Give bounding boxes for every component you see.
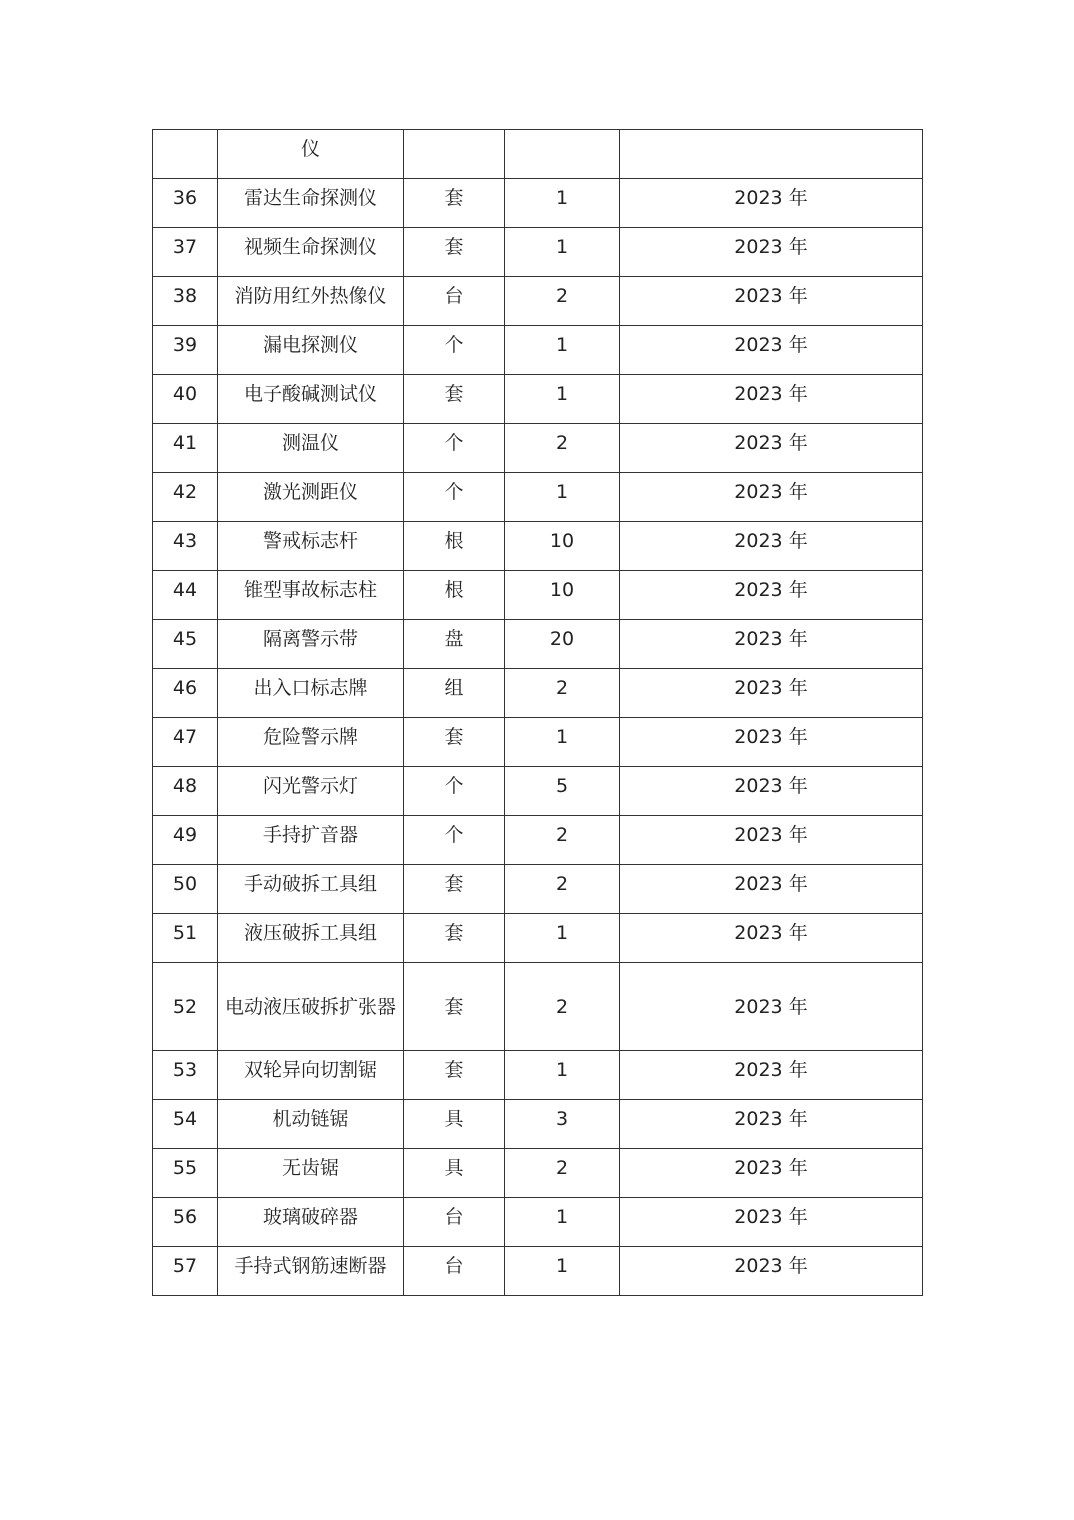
cell-unit: 套 (404, 718, 505, 767)
cell-year: 2023 年 (620, 326, 923, 375)
cell-name: 电子酸碱测试仪 (218, 375, 404, 424)
cell-name: 液压破拆工具组 (218, 914, 404, 963)
cell-name: 视频生命探测仪 (218, 228, 404, 277)
cell-unit: 套 (404, 963, 505, 1051)
cell-qty (505, 130, 620, 179)
cell-year: 2023 年 (620, 1100, 923, 1149)
cell-unit: 盘 (404, 620, 505, 669)
cell-no: 45 (153, 620, 218, 669)
cell-name: 隔离警示带 (218, 620, 404, 669)
cell-qty: 1 (505, 179, 620, 228)
cell-unit: 台 (404, 1247, 505, 1296)
cell-name: 锥型事故标志柱 (218, 571, 404, 620)
cell-unit: 台 (404, 277, 505, 326)
cell-unit: 具 (404, 1149, 505, 1198)
cell-no: 38 (153, 277, 218, 326)
cell-no: 39 (153, 326, 218, 375)
cell-name: 警戒标志杆 (218, 522, 404, 571)
cell-year: 2023 年 (620, 914, 923, 963)
cell-unit: 具 (404, 1100, 505, 1149)
cell-year: 2023 年 (620, 1149, 923, 1198)
cell-qty: 1 (505, 914, 620, 963)
cell-qty: 2 (505, 963, 620, 1051)
cell-unit: 台 (404, 1198, 505, 1247)
table-row (153, 1051, 923, 1100)
cell-name: 出入口标志牌 (218, 669, 404, 718)
cell-qty: 2 (505, 424, 620, 473)
cell-no: 37 (153, 228, 218, 277)
table-row-continuation (153, 130, 923, 179)
cell-no (153, 130, 218, 179)
cell-year: 2023 年 (620, 1247, 923, 1296)
table-row (153, 326, 923, 375)
cell-year: 2023 年 (620, 473, 923, 522)
cell-qty: 10 (505, 571, 620, 620)
cell-year: 2023 年 (620, 816, 923, 865)
table-row (153, 816, 923, 865)
cell-no: 49 (153, 816, 218, 865)
cell-qty: 1 (505, 228, 620, 277)
cell-unit: 个 (404, 767, 505, 816)
cell-unit: 个 (404, 326, 505, 375)
cell-name: 漏电探测仪 (218, 326, 404, 375)
table-row (153, 473, 923, 522)
cell-no: 55 (153, 1149, 218, 1198)
cell-year: 2023 年 (620, 718, 923, 767)
document-page (152, 129, 922, 1296)
cell-no: 42 (153, 473, 218, 522)
table-row (153, 620, 923, 669)
cell-no: 56 (153, 1198, 218, 1247)
cell-name: 消防用红外热像仪 (218, 277, 404, 326)
cell-year (620, 130, 923, 179)
cell-no: 47 (153, 718, 218, 767)
cell-no: 46 (153, 669, 218, 718)
table-row (153, 1198, 923, 1247)
cell-no: 48 (153, 767, 218, 816)
cell-qty: 2 (505, 277, 620, 326)
cell-year: 2023 年 (620, 179, 923, 228)
cell-name: 手持式钢筋速断器 (218, 1247, 404, 1296)
cell-name: 无齿锯 (218, 1149, 404, 1198)
cell-qty: 20 (505, 620, 620, 669)
table-row (153, 179, 923, 228)
cell-name: 机动链锯 (218, 1100, 404, 1149)
cell-no: 53 (153, 1051, 218, 1100)
table-row (153, 522, 923, 571)
cell-no: 50 (153, 865, 218, 914)
cell-no: 41 (153, 424, 218, 473)
cell-unit: 个 (404, 424, 505, 473)
cell-name: 玻璃破碎器 (218, 1198, 404, 1247)
cell-name: 电动液压破拆扩张器 (218, 963, 404, 1051)
cell-year: 2023 年 (620, 375, 923, 424)
cell-year: 2023 年 (620, 963, 923, 1051)
cell-unit: 套 (404, 375, 505, 424)
cell-unit: 套 (404, 179, 505, 228)
cell-qty: 2 (505, 816, 620, 865)
cell-year: 2023 年 (620, 571, 923, 620)
table-row (153, 424, 923, 473)
cell-qty: 1 (505, 718, 620, 767)
cell-qty: 2 (505, 1149, 620, 1198)
equipment-table-body (153, 130, 923, 1296)
cell-year: 2023 年 (620, 277, 923, 326)
table-row (153, 718, 923, 767)
cell-name: 激光测距仪 (218, 473, 404, 522)
table-row (153, 669, 923, 718)
cell-qty: 3 (505, 1100, 620, 1149)
cell-unit: 套 (404, 914, 505, 963)
cell-year: 2023 年 (620, 865, 923, 914)
table-row (153, 914, 923, 963)
cell-qty: 2 (505, 865, 620, 914)
cell-no: 51 (153, 914, 218, 963)
cell-year: 2023 年 (620, 1051, 923, 1100)
cell-qty: 1 (505, 1051, 620, 1100)
table-row (153, 767, 923, 816)
cell-qty: 2 (505, 669, 620, 718)
cell-name: 危险警示牌 (218, 718, 404, 767)
table-row (153, 277, 923, 326)
cell-name: 仪 (218, 130, 404, 179)
cell-qty: 1 (505, 473, 620, 522)
cell-no: 43 (153, 522, 218, 571)
table-row (153, 228, 923, 277)
cell-year: 2023 年 (620, 522, 923, 571)
table-row (153, 1149, 923, 1198)
cell-unit: 组 (404, 669, 505, 718)
cell-qty: 10 (505, 522, 620, 571)
cell-no: 36 (153, 179, 218, 228)
cell-no: 54 (153, 1100, 218, 1149)
cell-unit: 根 (404, 522, 505, 571)
cell-no: 57 (153, 1247, 218, 1296)
cell-unit: 根 (404, 571, 505, 620)
cell-no: 40 (153, 375, 218, 424)
table-row (153, 571, 923, 620)
equipment-table (152, 129, 923, 1296)
cell-qty: 1 (505, 375, 620, 424)
cell-name: 手持扩音器 (218, 816, 404, 865)
cell-name: 双轮异向切割锯 (218, 1051, 404, 1100)
cell-name: 闪光警示灯 (218, 767, 404, 816)
table-row (153, 1247, 923, 1296)
table-row (153, 375, 923, 424)
table-row (153, 1100, 923, 1149)
cell-unit: 个 (404, 816, 505, 865)
cell-year: 2023 年 (620, 424, 923, 473)
cell-no: 52 (153, 963, 218, 1051)
table-row (153, 963, 923, 1051)
cell-name: 手动破拆工具组 (218, 865, 404, 914)
cell-qty: 1 (505, 1198, 620, 1247)
cell-year: 2023 年 (620, 669, 923, 718)
cell-qty: 5 (505, 767, 620, 816)
cell-name: 测温仪 (218, 424, 404, 473)
cell-unit: 套 (404, 865, 505, 914)
cell-name: 雷达生命探测仪 (218, 179, 404, 228)
cell-qty: 1 (505, 326, 620, 375)
cell-unit: 套 (404, 228, 505, 277)
cell-year: 2023 年 (620, 620, 923, 669)
cell-unit (404, 130, 505, 179)
cell-unit: 套 (404, 1051, 505, 1100)
cell-no: 44 (153, 571, 218, 620)
cell-unit: 个 (404, 473, 505, 522)
cell-year: 2023 年 (620, 1198, 923, 1247)
cell-year: 2023 年 (620, 228, 923, 277)
cell-qty: 1 (505, 1247, 620, 1296)
table-row (153, 865, 923, 914)
cell-year: 2023 年 (620, 767, 923, 816)
